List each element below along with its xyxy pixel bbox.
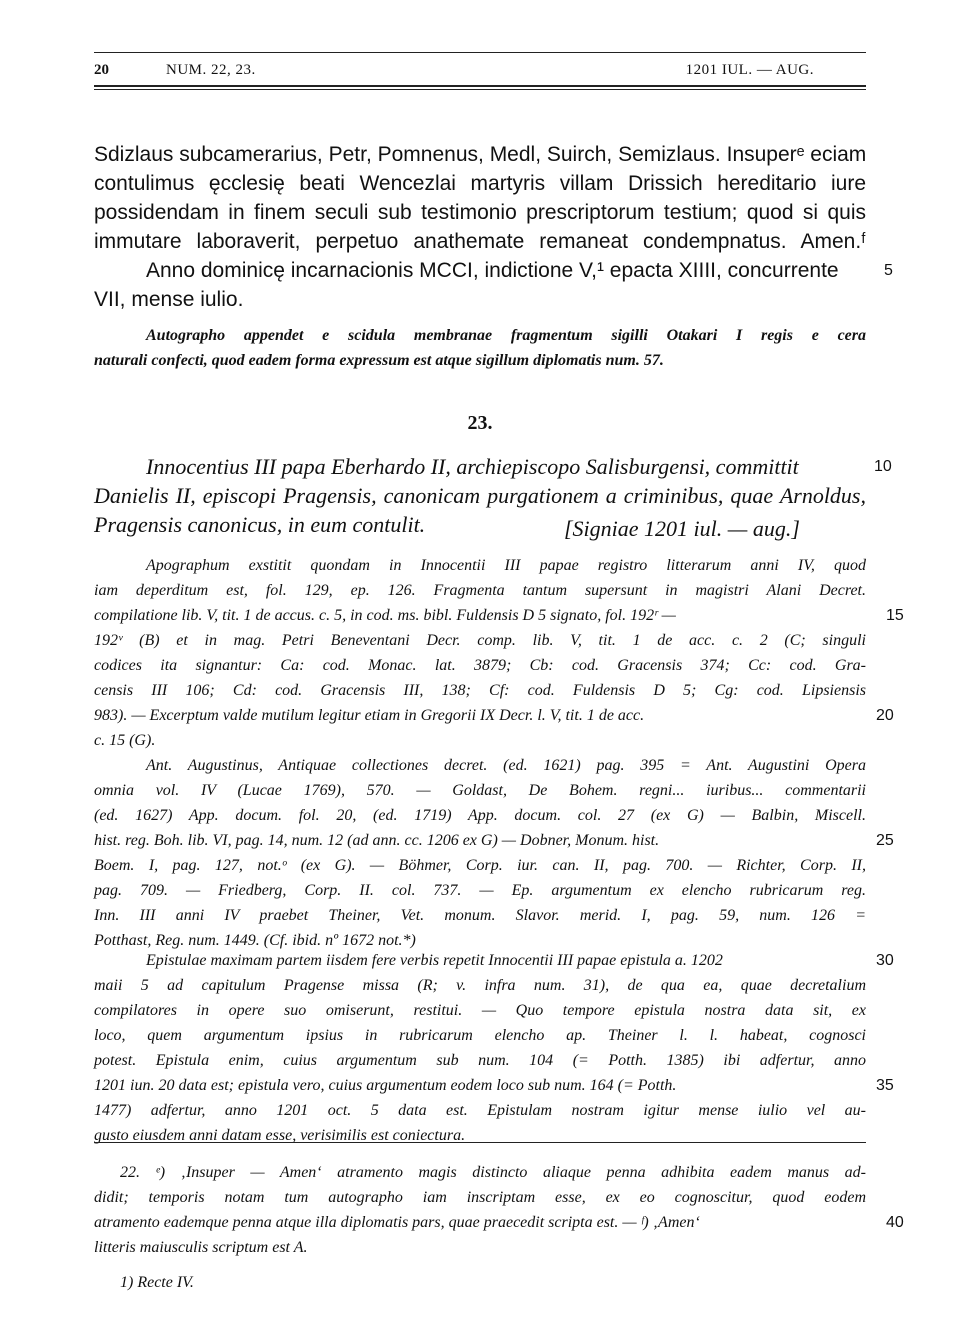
page-number: 20 xyxy=(94,62,109,78)
apparatus-text: 1201 iun. 20 data est; epistula vero, cuius argumentum eodem loco sub num. 164 (= Potth. xyxy=(94,1077,677,1094)
footnote-line: litteris maiusculis scriptum est A. xyxy=(94,1239,308,1256)
apparatus-line xyxy=(94,603,904,628)
apparatus-text: hist. reg. Boh. lib. VI, pag. 14, num. 12 (ad ann. cc. 1206 ex G) — Dobner, Monum. hist. xyxy=(94,832,660,849)
apparatus-line: censis III 106; Cd: cod. Gracensis III, 138; Cf: cod. Fuldensis D 5; Cg: cod. Lipsiensis xyxy=(94,682,866,699)
charter-text xyxy=(94,140,893,314)
apparatus-text: compilatione lib. V, tit. 1 de accus. c. 5, in cod. ms. bibl. Fuldensis D 5 signato, fol. 192ʳ — xyxy=(94,607,676,624)
footnote-line: didit; temporis notam tum autographo iam inscriptam esse, ex eo cognoscitur, quod eodem xyxy=(94,1189,866,1206)
footnotes xyxy=(94,1160,904,1295)
date-note: [Signiae 1201 iul. — aug.] xyxy=(564,516,800,541)
document-number: 23. xyxy=(467,412,493,434)
footnote-line xyxy=(94,1210,904,1235)
apparatus-line: Boem. I, pag. 127, not.ᵒ (ex G). — Böhmer, Corp. iur. can. II, pag. 700. — Richter, Corp. II, xyxy=(94,857,866,874)
apparatus-text: Epistulae maximam partem iisdem fere verbis repetit Innocentii III papae epistula a. 1202 xyxy=(146,952,723,969)
apparatus-line xyxy=(94,703,894,728)
document-numbers: NUM. 22, 23. xyxy=(166,62,256,78)
regest-line xyxy=(94,452,892,481)
line-number: 30 xyxy=(876,952,894,969)
line-number: 40 xyxy=(886,1214,904,1231)
header-double-rule-thin xyxy=(94,89,866,90)
header-double-rule-thick xyxy=(94,85,866,87)
apparatus-line xyxy=(94,948,894,973)
apparatus-line: 1477) adfertur, anno 1201 oct. 5 data est. Epistulam nostram igitur mense iulio vel au- xyxy=(94,1102,866,1119)
text-line: VII, mense iulio. xyxy=(94,288,244,311)
apparatus-line: compilatores in opere suo omiserunt, restitui. — Quo tempore epistula nostra data sit, ex xyxy=(94,1002,866,1019)
apparatus-dating xyxy=(94,948,894,1148)
line-number: 5 xyxy=(884,262,893,279)
apparatus-line: gusto eiusdem anni datam esse, verisimilis est coniectura. xyxy=(94,1127,466,1144)
running-header xyxy=(94,62,866,78)
apparatus-line: loco, quem argumentum ipsius in rubricarum elencho ap. Theiner l. l. habeat, cognosci xyxy=(94,1027,866,1044)
seal-line: Autographo appendet e scidula membranae fragmentum sigilli Otakari I regis e cera xyxy=(146,327,866,344)
regest-line xyxy=(94,510,866,539)
apparatus-line: pag. 709. — Friedberg, Corp. II. col. 737. — Ep. argumentum ex elencho rubricarum reg. xyxy=(94,882,866,899)
seal-note xyxy=(94,323,866,373)
apparatus-text: 983). — Excerptum valde mutilum legitur etiam in Gregorii IX Decr. l. V, tit. 1 de acc. xyxy=(94,707,645,724)
line-number: 15 xyxy=(886,607,904,624)
date-range: 1201 IUL. — AUG. xyxy=(685,62,814,78)
line-number: 25 xyxy=(876,832,894,849)
line-number: 20 xyxy=(876,707,894,724)
apparatus-line: codices ita signantur: Ca: cod. Monac. lat. 3879; Cb: cod. Gracensis 374; Cc: cod. Gra- xyxy=(94,657,866,674)
apparatus-line: Inn. III anni IV praebet Theiner, Vet. monum. Slavor. merid. I, pag. 59, num. 126 = xyxy=(94,907,866,924)
apparatus-line: 192ᵛ (B) et in mag. Petri Beneventani Decr. comp. lib. V, tit. 1 de acc. c. 2 (C; singuli xyxy=(94,632,866,649)
apparatus-line: (ed. 1627) App. docum. fol. 20, (ed. 1719) App. docum. col. 27 (ex G) — Balbin, Miscell. xyxy=(94,807,866,824)
apparatus-line xyxy=(94,1073,894,1098)
line-number: 35 xyxy=(876,1077,894,1094)
apparatus-manuscripts xyxy=(94,553,904,753)
apparatus-line: c. 15 (G). xyxy=(94,732,156,749)
apparatus-line: potest. Epistula enim, cuius argumentum sub num. 104 (= Potth. 1385) ibi adfertur, anno xyxy=(94,1052,866,1069)
footnote-line: 22. ᵉ) ‚Insuper — Amen‘ atramento magis distincto aliaque penna adhibita eadem manus ad- xyxy=(120,1164,866,1181)
text-line: immutare laboraverit, perpetuo anathemate remaneat condempnatus. Amen.ᶠ xyxy=(94,230,866,253)
regest-text: Pragensis canonicus, in eum contulit. xyxy=(94,512,426,537)
apparatus-line: Ant. Augustinus, Antiquae collectiones decret. (ed. 1621) pag. 395 = Ant. Augustini Opera xyxy=(146,757,866,774)
header-top-rule xyxy=(94,52,866,53)
regest xyxy=(94,452,892,541)
apparatus-line xyxy=(94,828,894,853)
regest-line: Danielis II, episcopi Pragensis, canonicam purgationem a criminibus, quae Arnoldus, xyxy=(94,483,866,508)
apparatus-line: Apographum exstitit quondam in Innocentii III papae registro litterarum anni IV, quod xyxy=(146,557,866,574)
apparatus-editions xyxy=(94,753,894,953)
footnote-recte: 1) Recte IV. xyxy=(120,1274,194,1291)
dating-text: Anno dominicę incarnacionis MCCI, indictione V,¹ epacta XIIII, concurrente xyxy=(146,259,839,282)
text-line: contulimus ęcclesię beati Wencezlai martyris villam Drissich hereditario iure xyxy=(94,172,866,195)
text-line-dating xyxy=(94,256,893,285)
text-line: possidendam in finem seculi sub testimonio prescriptorum testium; quod si quis xyxy=(94,201,866,224)
apparatus-line: Potthast, Reg. num. 1449. (Cf. ibid. nº 1672 not.*) xyxy=(94,932,416,949)
seal-line: naturali confecti, quod eadem forma expressum est atque sigillum diplomatis num. 57. xyxy=(94,352,664,369)
footnote-text: atramento eademque penna atque illa diplomatis pars, quae praecedit scripta est. — ᶠ) ‚Amen‘ xyxy=(94,1214,700,1231)
apparatus-line: iam deperditum est, fol. 129, ep. 126. Fragmenta tantum supersunt in magistri Alani Decret. xyxy=(94,582,866,599)
footnote-divider xyxy=(94,1142,866,1143)
apparatus-line: omnia vol. IV (Lucae 1769), 570. — Goldast, De Bohem. regni... iuribus... commentarii xyxy=(94,782,866,799)
regest-text: Innocentius III papa Eberhardo II, archiepiscopo Salisburgensi, committit xyxy=(146,454,799,479)
line-number: 10 xyxy=(874,458,892,475)
text-line: Sdizlaus subcamerarius, Petr, Pomnenus, Medl, Suirch, Semizlaus. Insuperᵉ eciam xyxy=(94,143,867,166)
apparatus-line: maii 5 ad capitulum Pragense missa (R; v. infra num. 31), de qua ea, quae decretalium xyxy=(94,977,866,994)
